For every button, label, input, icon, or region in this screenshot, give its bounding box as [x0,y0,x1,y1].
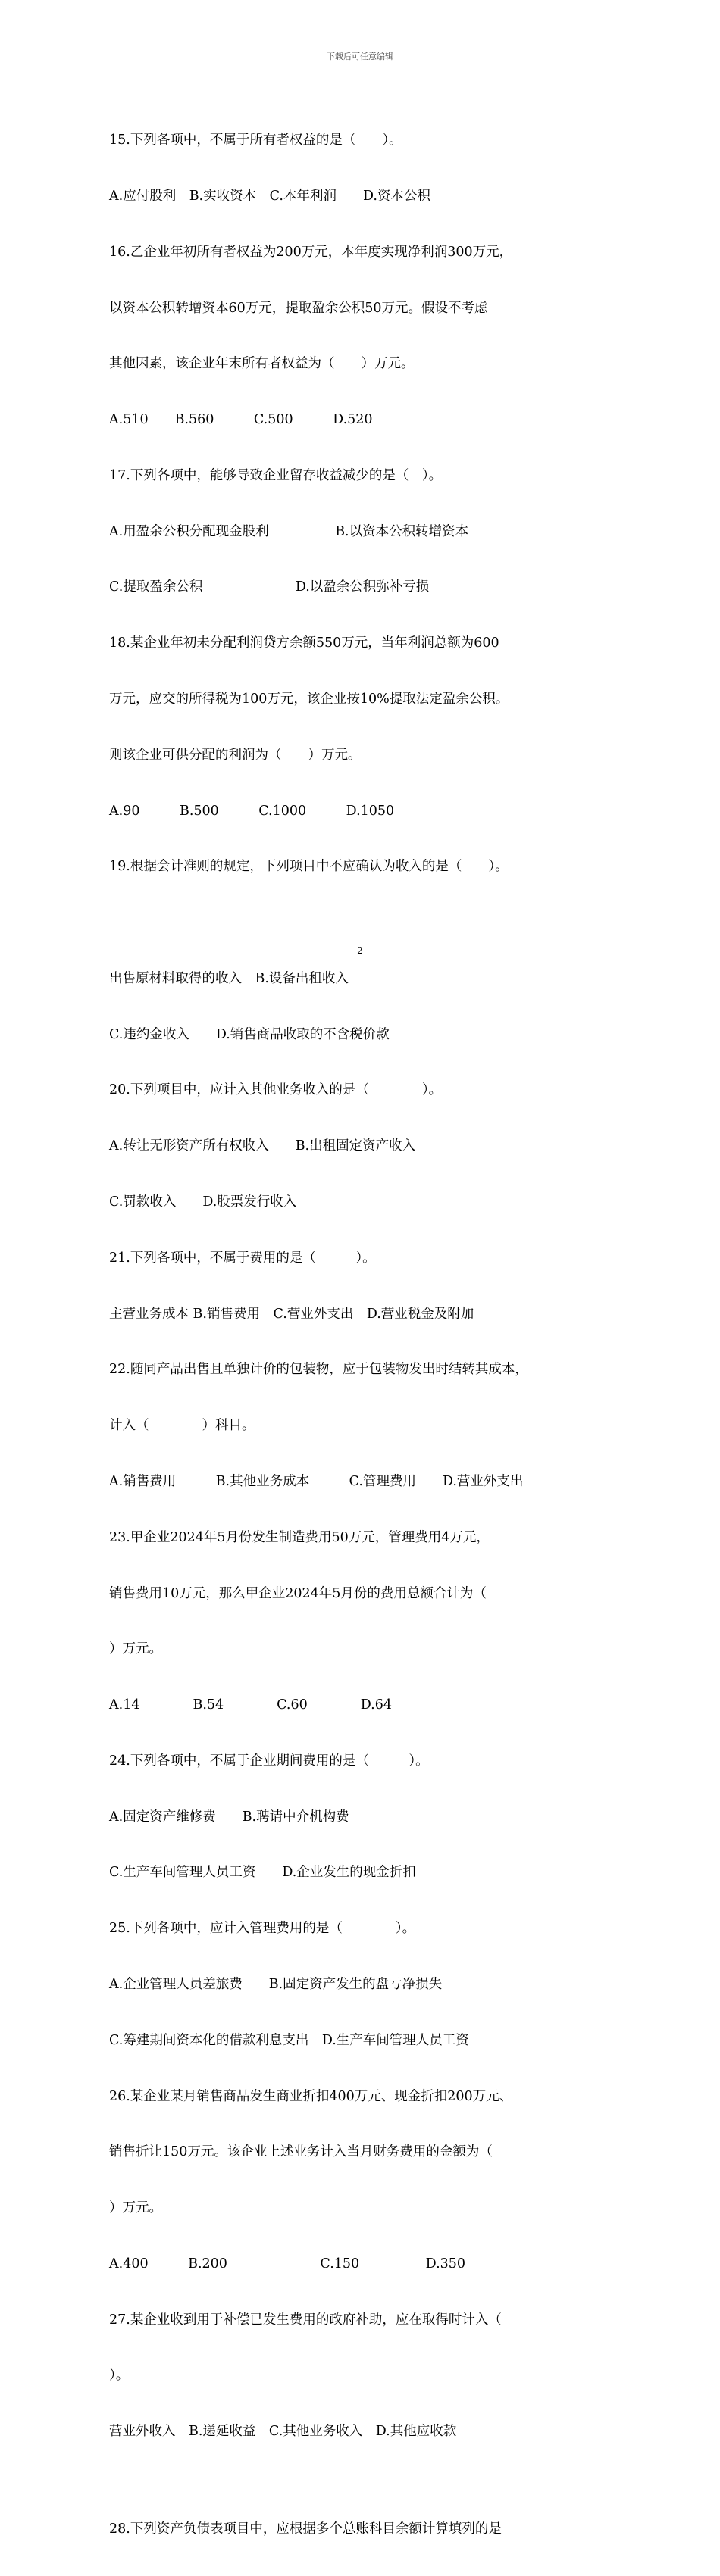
text-line: 营业外收入 B.递延收益 C.其他业务收入 D.其他应收款 [109,2424,457,2440]
text-line: C.违约金收入 D.销售商品收取的不含税价款 [109,1026,390,1042]
page-number: 2 [357,945,363,956]
text-line: A.400 B.200 C.150 D.350 [109,2256,466,2272]
text-line: 28.下列资产负债表项目中，应根据多个总账科目余额计算填列的是 [109,2521,502,2537]
text-line: ）。 [109,2368,130,2384]
text-line: A.应付股利 B.实收资本 C.本年利润 D.资本公积 [109,188,430,204]
text-line: 主营业务成本 B.销售费用 C.营业外支出 D.营业税金及附加 [109,1306,474,1322]
text-line: 15.下列各项中，不属于所有者权益的是（ ）。 [109,133,402,148]
text-line: 18.某企业年初未分配利润贷方余额550万元，当年利润总额为600 [109,635,499,651]
text-line: ）万元。 [109,1641,162,1657]
text-line: 25.下列各项中，应计入管理费用的是（ ）。 [109,1921,416,1937]
text-line: 以资本公积转增资本60万元，提取盈余公积50万元。假设不考虑 [109,300,488,316]
text-line: 24.下列各项中，不属于企业期间费用的是（ ）。 [109,1753,429,1769]
text-line: 21.下列各项中，不属于费用的是（ ）。 [109,1250,376,1266]
text-line: 27.某企业收到用于补偿已发生费用的政府补助，应在取得时计入（ [109,2312,502,2328]
text-line: 销售费用10万元，那么甲企业2024年5月份的费用总额合计为（ [109,1585,487,1601]
text-line: A.510 B.560 C.500 D.520 [109,412,373,428]
blank-line [109,913,625,932]
text-line: 19.根据会计准则的规定，下列项目中不应确认为收入的是（ ）。 [109,859,509,875]
text-line: ）万元。 [109,2200,162,2216]
text-line: 销售折让150万元。该企业上述业务计入当月财务费用的金额为（ [109,2144,493,2160]
text-line: C.提取盈余公积 D.以盈余公积弥补亏损 [109,579,430,595]
text-line: 万元，应交的所得税为100万元，该企业按10%提取法定盈余公积。 [109,692,509,707]
text-line: A.14 B.54 C.60 D.64 [109,1697,392,1713]
text-line: 22.随同产品出售且单独计价的包装物，应于包装物发出时结转其成本， [109,1362,528,1378]
page-header: 下载后可任意编辑 [327,52,393,61]
text-line: 26.某企业某月销售商品发生商业折扣400万元、现金折扣200万元、 [109,2088,513,2104]
text-line: 出售原材料取得的收入 B.设备出租收入 [109,970,349,986]
text-line: 16.乙企业年初所有者权益为200万元，本年度实现净利润300万元， [109,244,513,260]
text-line: A.转让无形资产所有权收入 B.出租固定资产收入 [109,1138,416,1154]
text-line: C.罚款收入 D.股票发行收入 [109,1194,297,1210]
text-line: 其他因素，该企业年末所有者权益为（ ）万元。 [109,356,415,372]
text-line: 计入（ ）科目。 [109,1418,255,1434]
text-line: 20.下列项目中，应计入其他业务收入的是（ ）。 [109,1082,443,1098]
text-line: C.筹建期间资本化的借款利息支出 D.生产车间管理人员工资 [109,2032,469,2048]
text-line: 23.甲企业2024年5月份发生制造费用50万元，管理费用4万元， [109,1529,490,1545]
text-line: C.生产车间管理人员工资 D.企业发生的现金折扣 [109,1865,416,1881]
text-line: A.90 B.500 C.1000 D.1050 [109,803,395,819]
text-line: A.固定资产维修费 B.聘请中介机构费 [109,1809,349,1825]
text-line: 则该企业可供分配的利润为（ ）万元。 [109,747,362,763]
text-line: A.销售费用 B.其他业务成本 C.管理费用 D.营业外支出 [109,1473,524,1489]
text-line: 17.下列各项中，能够导致企业留存收益减少的是（ ）。 [109,467,443,483]
question-content [109,94,625,2576]
text-line: A.企业管理人员差旅费 B.固定资产发生的盘亏净损失 [109,1976,443,1992]
text-line: A.用盈余公积分配现金股利 B.以资本公积转增资本 [109,523,469,539]
